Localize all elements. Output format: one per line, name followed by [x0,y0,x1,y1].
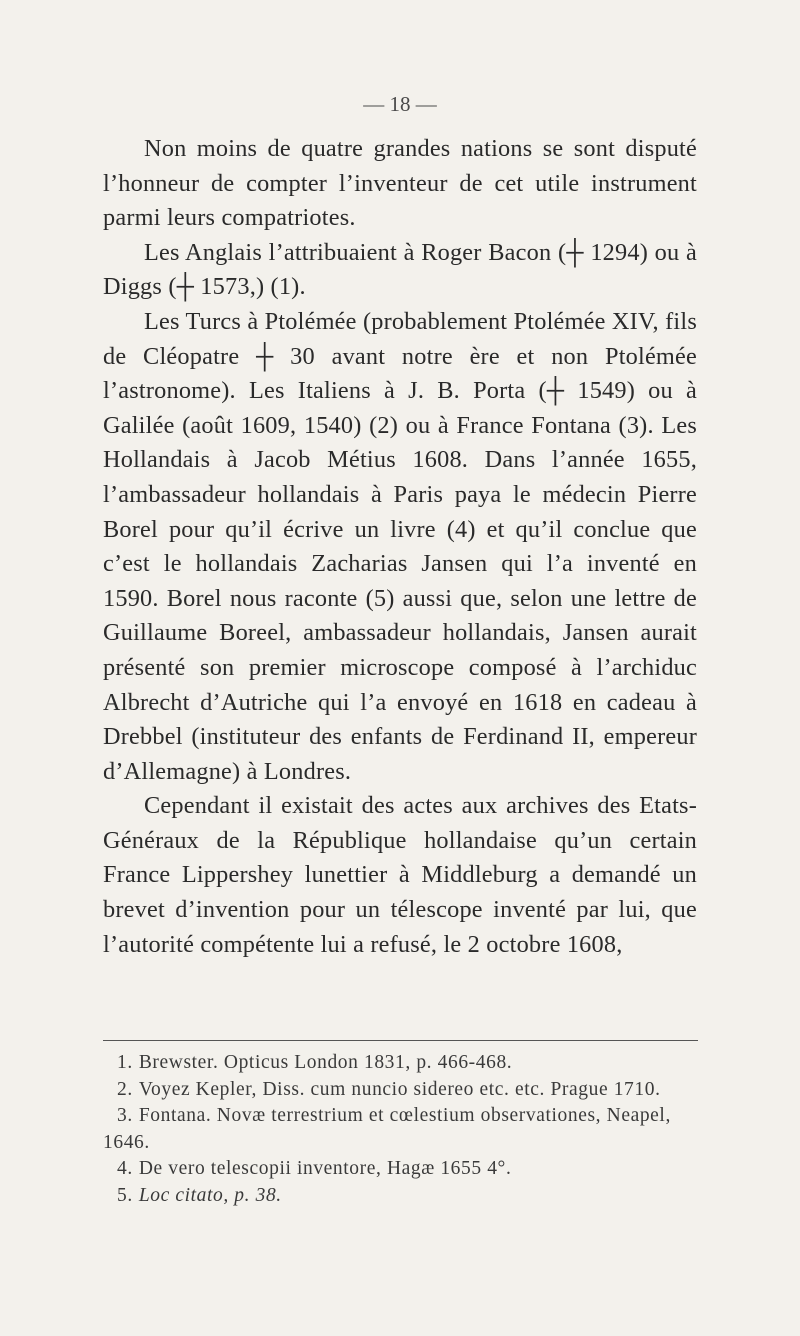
footnote-text: Loc citato, p. 38. [138,1184,282,1206]
footnote-number: 5. [117,1184,133,1206]
paragraph: Non moins de quatre grandes nations se sont disputé l’honneur de compter l’inventeur de cet utile instrument parmi leurs compatriotes. [103,135,697,232]
footnotes [103,1050,697,1210]
body-text [103,132,697,962]
paragraph: Les Turcs à Ptolémée (probablement Ptolémée XIV, fils de Cléopatre ┼ 30 avant notre ère et non Ptolémée l’astronome). Les Italiens à J. B. Porta (┼ 1549) ou à Galilée (août 1609, 1540) (2) ou à France Fontana (3). Les Hollandais à Jacob Métius 1608. Dans l’année 1655, l’ambassadeur hollandais à Paris paya le médecin Pierre Borel pour qu’il écrive un livre (4) et qu’il conclue que c’est le hollandais Zacharias Jansen qui l’a inventé en 1590. Borel nous raconte (5) aussi que, selon une lettre de Guillaume Boreel, ambassadeur hollandais, Jansen aurait présenté son premier microscope composé à l’archiduc Albrecht d’Autriche qui l’a envoyé en 1618 en cadeau à Drebbel (instituteur des enfants de Ferdinand II, empereur d’Allemagne) à Londres. [103,307,697,785]
footnote [103,1077,697,1104]
footnote-text: Fontana. Novæ terrestrium et cœlestium observationes, Neapel, 1646. [103,1105,671,1153]
footnote-number: 4. [117,1158,133,1180]
page-number: — 18 — [363,92,437,116]
footnote-divider [103,1040,698,1041]
footnote [103,1050,697,1077]
footnote-text: Brewster. Opticus London 1831, p. 466-468. [138,1052,513,1073]
footnote-text: De vero telescopii inventore, Hagæ 1655 4°. [138,1158,512,1180]
footnote-number: 3. [117,1105,133,1127]
footnote-number: 2. [117,1078,133,1100]
footnote [103,1156,697,1183]
paragraph: Cependant il existait des actes aux archives des Etats-Généraux de la République hollandaise qu’un certain France Lippershey lunettier à Middleburg a demandé un brevet d’invention pour un télescope inventé par lui, que l’autorité compétente lui a refusé, le 2 octobre 1608, [103,792,697,958]
paragraph: Les Anglais l’attribuaient à Roger Bacon (┼ 1294) ou à Diggs (┼ 1573,) (1). [103,238,697,301]
footnote [103,1103,697,1156]
footnote [103,1183,697,1210]
footnote-text: Voyez Kepler, Diss. cum nuncio sidereo etc. etc. Prague 1710. [138,1078,661,1100]
footnote-number: 1. [117,1052,133,1073]
